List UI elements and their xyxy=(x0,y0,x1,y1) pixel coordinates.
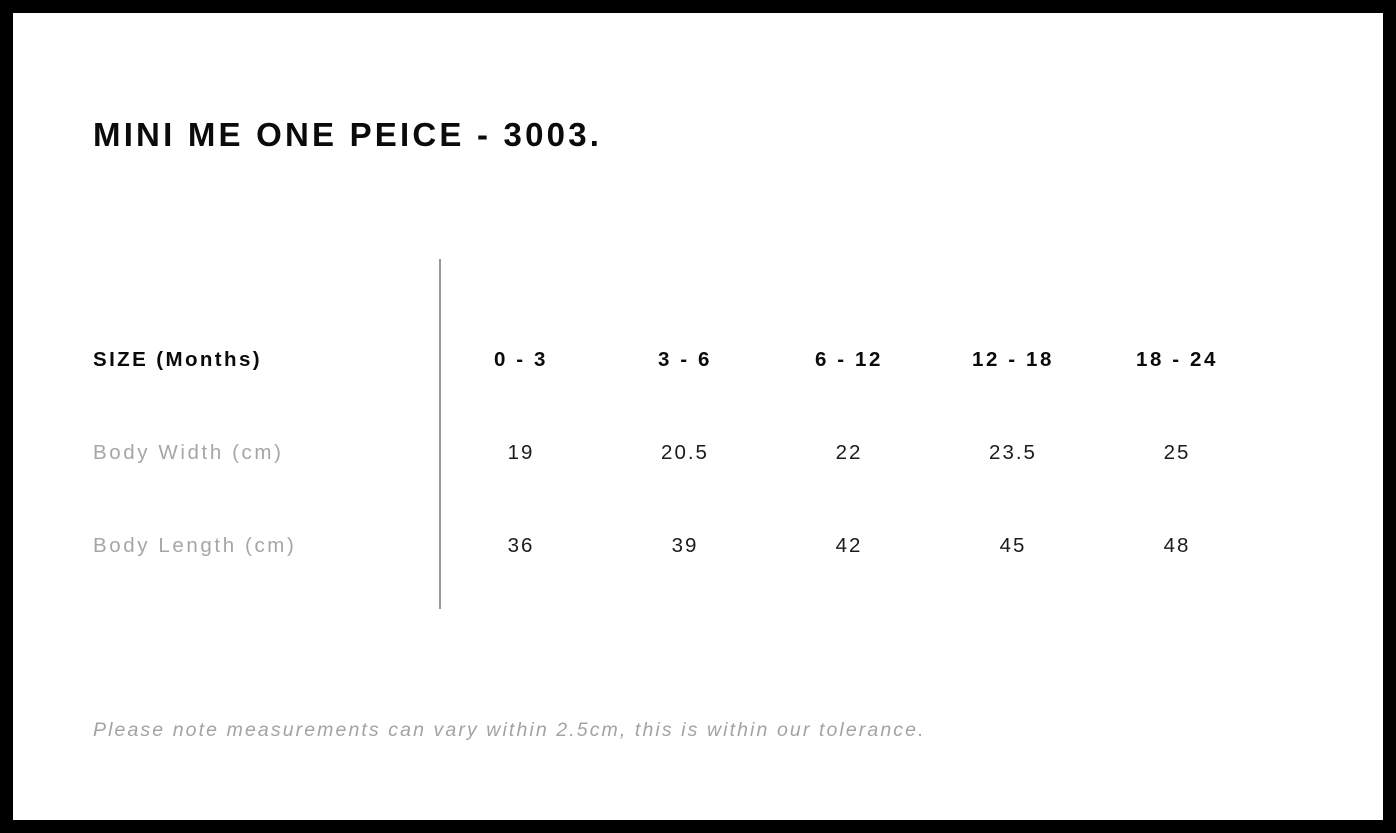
body-length-value-2: 42 xyxy=(835,533,863,557)
table-row-header xyxy=(93,313,1259,406)
size-header-label: SIZE (Months) xyxy=(93,347,262,371)
size-column-header-3: 12 - 18 xyxy=(971,347,1055,371)
measurement-label-body-width: Body Width (cm) xyxy=(93,440,284,464)
body-width-value-3: 23.5 xyxy=(989,440,1037,464)
size-column-header-4: 18 - 24 xyxy=(1135,347,1219,371)
table-row xyxy=(93,499,1259,592)
size-column-header-2: 6 - 12 xyxy=(814,347,884,371)
body-width-value-0: 19 xyxy=(507,440,535,464)
tolerance-note: Please note measurements can vary within 2.5cm, this is within our tolerance. xyxy=(93,719,926,741)
body-length-value-3: 45 xyxy=(999,533,1027,557)
page-title: MINI ME ONE PEICE - 3003. xyxy=(93,116,603,153)
body-width-value-1: 20.5 xyxy=(661,440,709,464)
body-width-value-2: 22 xyxy=(835,440,863,464)
size-chart-table xyxy=(93,313,1259,592)
size-guide-card xyxy=(13,13,1383,820)
measurement-label-body-length: Body Length (cm) xyxy=(93,533,297,557)
table-row xyxy=(93,406,1259,499)
size-column-header-1: 3 - 6 xyxy=(657,347,713,371)
body-length-value-4: 48 xyxy=(1163,533,1191,557)
body-length-value-0: 36 xyxy=(507,533,535,557)
body-width-value-4: 25 xyxy=(1163,440,1191,464)
body-length-value-1: 39 xyxy=(671,533,699,557)
size-column-header-0: 0 - 3 xyxy=(493,347,549,371)
